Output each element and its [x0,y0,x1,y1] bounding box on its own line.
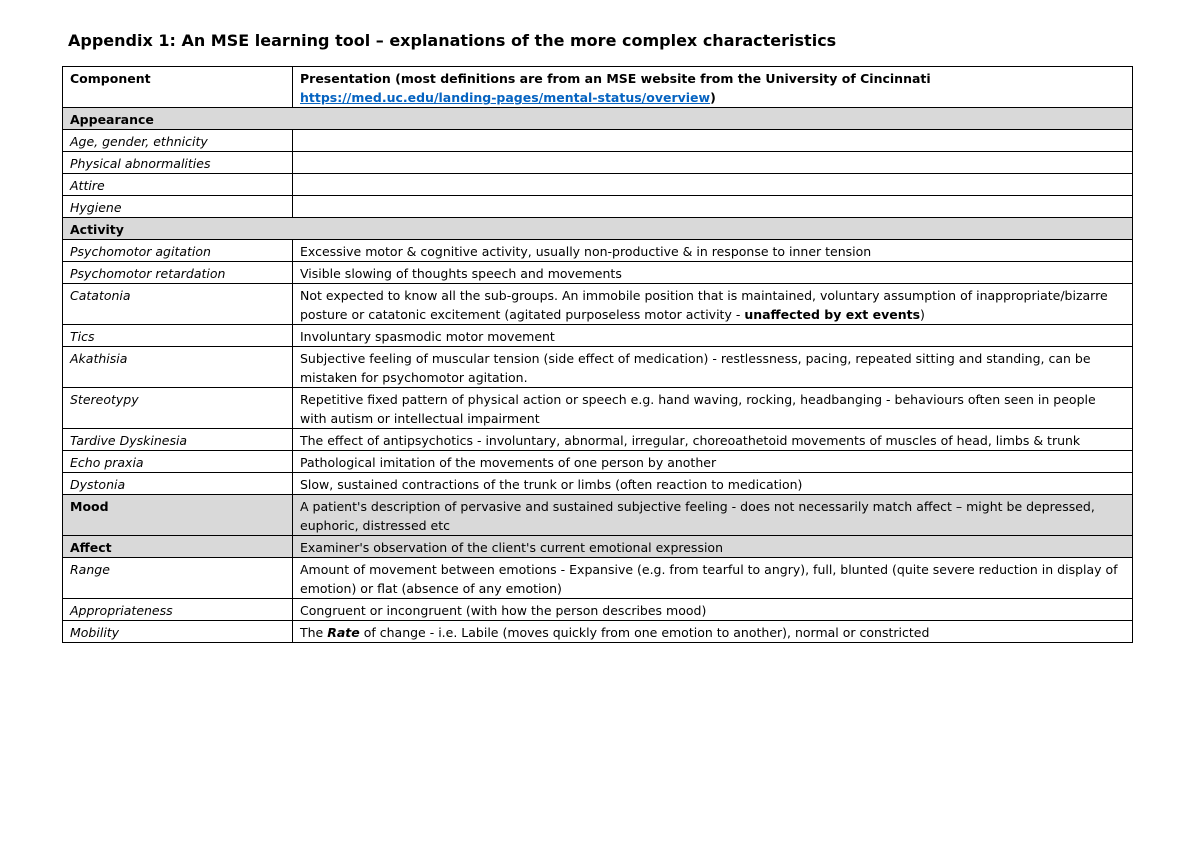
row-label: Psychomotor agitation [63,240,293,262]
table-row [63,451,1133,473]
section-row-activity [63,218,1133,240]
mobility-text: of change - i.e. Labile (moves quickly from one emotion to another), normal or constricted [359,625,930,640]
row-text: Amount of movement between emotions - Expansive (e.g. from tearful to angry), full, blunted (quite severe reduction in display of emotion) or flat (absence of any emotion) [293,558,1133,599]
row-label: Psychomotor retardation [63,262,293,284]
row-text: A patient's description of pervasive and sustained subjective feeling - does not necessarily match affect – might be depressed, euphoric, distressed etc [293,495,1133,536]
table-row [63,599,1133,621]
mobility-rate: Rate [327,625,360,640]
section-label: Mood [63,495,293,536]
section-label: Activity [63,218,1133,240]
table-row [63,174,1133,196]
table-row [63,558,1133,599]
table-row [63,388,1133,429]
row-text [293,621,1133,643]
row-text [293,196,1133,218]
header-presentation-suffix: ) [710,90,716,105]
row-text [293,284,1133,325]
section-label: Affect [63,536,293,558]
row-text: Examiner's observation of the client's current emotional expression [293,536,1133,558]
table-row [63,473,1133,495]
row-label: Appropriateness [63,599,293,621]
document-title: Appendix 1: An MSE learning tool – explanations of the more complex characteristics [68,31,837,50]
table-row [63,325,1133,347]
row-label: Hygiene [63,196,293,218]
row-text: Congruent or incongruent (with how the person describes mood) [293,599,1133,621]
row-label: Range [63,558,293,599]
row-text [293,174,1133,196]
table-row [63,429,1133,451]
row-text: Visible slowing of thoughts speech and movements [293,262,1133,284]
document-page [62,30,1132,643]
header-presentation-prefix: Presentation (most definitions are from an MSE website from the University of Cincinnati [300,71,931,86]
row-text [293,152,1133,174]
catatonia-text: Not expected to know all the sub-groups. An immobile position that is maintained, voluntary assumption of inappropriate/bizarre posture or catatonic excitement (agitated purposeless motor activity - [300,288,1108,322]
section-label: Appearance [63,108,1133,130]
table-row [63,284,1133,325]
row-text: Slow, sustained contractions of the trunk or limbs (often reaction to medication) [293,473,1133,495]
table-row [63,152,1133,174]
row-label: Age, gender, ethnicity [63,130,293,152]
row-label: Catatonia [63,284,293,325]
row-label: Mobility [63,621,293,643]
row-label: Tics [63,325,293,347]
table-row [63,621,1133,643]
row-label: Dystonia [63,473,293,495]
row-text: Subjective feeling of muscular tension (side effect of medication) - restlessness, pacing, repeated sitting and standing, can be mistaken for psychomotor agitation. [293,347,1133,388]
table-header-row [63,67,1133,108]
table-row [63,262,1133,284]
cincinnati-link[interactable]: https://med.uc.edu/landing-pages/mental-status/overview [300,90,711,105]
row-label: Attire [63,174,293,196]
row-label: Tardive Dyskinesia [63,429,293,451]
section-row-mood [63,495,1133,536]
row-text [293,130,1133,152]
catatonia-text-end: ) [920,307,925,322]
header-presentation [293,67,1133,108]
catatonia-text-bold: unaffected by ext events [744,307,921,322]
table-row [63,347,1133,388]
table-row [63,196,1133,218]
section-row-appearance [63,108,1133,130]
row-label: Echo praxia [63,451,293,473]
section-row-affect [63,536,1133,558]
table-row [63,240,1133,262]
table-row [63,130,1133,152]
row-text: Pathological imitation of the movements of one person by another [293,451,1133,473]
header-component: Component [63,67,293,108]
row-label: Akathisia [63,347,293,388]
row-text: Involuntary spasmodic motor movement [293,325,1133,347]
mse-table [62,66,1133,643]
row-label: Physical abnormalities [63,152,293,174]
row-text: Repetitive fixed pattern of physical action or speech e.g. hand waving, rocking, headbanging - behaviours often seen in people with autism or intellectual impairment [293,388,1133,429]
row-label: Stereotypy [63,388,293,429]
row-text: The effect of antipsychotics - involuntary, abnormal, irregular, choreoathetoid movements of muscles of head, limbs & trunk [293,429,1133,451]
row-text: Excessive motor & cognitive activity, usually non-productive & in response to inner tension [293,240,1133,262]
mobility-text-pre: The [300,625,328,640]
